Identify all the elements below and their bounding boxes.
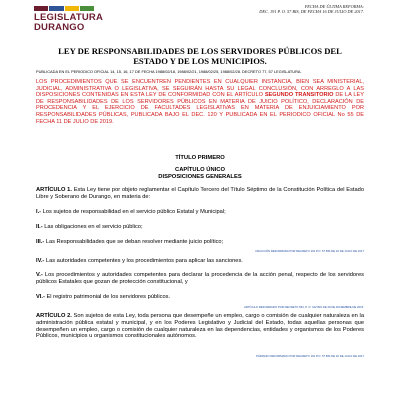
fraction-1-text: Los sujetos de responsabilidad en el servicio público Estatal y Municipal; bbox=[41, 209, 226, 215]
fraction-3 bbox=[36, 239, 364, 246]
transitional-notice-text: LOS PROCEDIMIENTOS QUE SE ENCUENTREN PENDIENTES EN CUALQUIER INSTANCIA, BIEN SEA MINISTERIAL, JUDICIAL, ADMINISTRATIVA O LEGISLATIVA, SE SEGUIRÁN HASTA SU LEGAL CONCLUSIÓN, CON ARREGLO A LAS DISPOSICIONES CONTENIDAS EN ESTA LEY DE CONFORMIDAD CON EL ARTÍCULO bbox=[36, 79, 364, 99]
titulo-heading: TÍTULO PRIMERO bbox=[175, 155, 225, 161]
fraction-2 bbox=[36, 224, 364, 231]
fraction-1 bbox=[36, 209, 364, 216]
transitional-notice-text-end: DE LA LEY DE RESPONSABILIDADES DE LOS SERVIDORES PÚBLICOS EN MATERIA DE JUICIO POLÍTICO, DECLARACIÓN DE PROCEDENCIA Y EL EJERCICIO DE FACULTADES LEGISLATIVAS EN MATERIA DE ENJUICIAMIENTO POR RESPONSABILIDADES PÚBLICAS, PUBLICADA BAJO EL DEC. 120 Y PUBLICADA EN EL PERIODICO OFICIAL No 55 DE FECHA 11 DE JULIO DE 2019. bbox=[36, 92, 364, 125]
last-reform-decree: DEC. 191 P. O. 57 BIS, DE FECHA 16 DE JULIO DE 2017. bbox=[259, 9, 364, 15]
article-1-label: ARTÍCULO 1. bbox=[36, 187, 72, 193]
transitional-notice bbox=[36, 79, 364, 125]
logo-color-bar bbox=[34, 6, 94, 11]
article-2-reform-note: PÁRRAFO REFORMADO POR DECRETO 191 P.O. 57 BIS DE 16 DE JULIO DE 2017 bbox=[256, 354, 364, 358]
fraction-1-label: I.- bbox=[36, 209, 42, 215]
fraction-4-text: Las autoridades competentes y los procedimientos para aplicar las sanciones. bbox=[44, 258, 243, 264]
logo-text-legislatura: LEGISLATURA bbox=[34, 12, 104, 23]
logo-color-segment bbox=[34, 6, 48, 11]
article-1 bbox=[36, 187, 364, 201]
fraction-6 bbox=[36, 294, 364, 301]
fraction-6-label: VI.- bbox=[36, 294, 45, 300]
fraction-3-reform-note: FRACCIÓN REFORMADA POR DECRETO 191 P.O. 57 BIS DE 16 DE JULIO DE 2017 bbox=[255, 249, 364, 253]
fraction-3-label: III.- bbox=[36, 239, 45, 245]
last-reform-label: FECHA DE ÚLTIMA REFORMA: bbox=[304, 4, 364, 9]
publication-info: PUBLICADA EN EL PERIODICO OFICIAL 14, 15, 16, 17 DE FECHA 1988/02/18, 1988/02/21, 1988/02/25, 1988/02/28. DECRETO 77, 57 LEGISLATURA. bbox=[36, 69, 302, 74]
law-title-line1: LEY DE RESPONSABILIDADES DE LOS SERVIDORES PÚBLICOS DEL bbox=[58, 46, 342, 56]
article-2-text: Son sujetos de esta Ley, toda persona que desempeñe un empleo, cargo o comisión de cualquier naturaleza en la administración pública estatal y municipal, y en los Poderes Legislativo y Judicial del Estado, todas aquellas personas que desempeñen un empleo, cargo o comisión de cualquier naturaleza en las dependencias, entidades y organismos de los Poderes Públicos, municipios u organismos constitucionales autónomos. bbox=[36, 313, 364, 340]
law-title bbox=[36, 46, 364, 66]
fraction-5-text: Los procedimientos y autoridades competentes para declarar la procedencia de la acción penal, respecto de los servidores públicos Estatales que gozan de protección constitucional, y bbox=[36, 272, 364, 285]
fraction-5 bbox=[36, 272, 364, 286]
disposiciones-heading: DISPOSICIONES GENERALES bbox=[158, 174, 242, 180]
logo-color-segment bbox=[65, 6, 79, 11]
fraction-5-label: V.- bbox=[36, 272, 43, 278]
article-2-label: ARTÍCULO 2. bbox=[36, 313, 72, 319]
article-2 bbox=[36, 313, 364, 340]
transitional-notice-bold: SEGUNDO TRANSITORIO bbox=[264, 92, 334, 99]
logo-color-segment bbox=[49, 6, 63, 11]
fraction-2-label: II.- bbox=[36, 224, 43, 230]
fraction-3-text: Las Responsabilidades que se deban resolver mediante juicio político; bbox=[44, 239, 224, 245]
article-1-text: Esta Ley tiene por objeto reglamentar el Capítulo Tercero del Título Séptimo de la Constitución Política del Estado Libre y Soberano de Durango, en materia de: bbox=[36, 187, 364, 200]
fraction-2-text: Las obligaciones en el servicio público; bbox=[42, 224, 143, 230]
law-title-line2: ESTADO Y DE LOS MUNICIPIOS. bbox=[133, 56, 267, 66]
article-1-reform-note: ARTÍCULO REFORMADO POR DECRETO 534, P. O. 102 BIS DE 20 DE DICIEMBRE DE 2015. bbox=[244, 305, 364, 309]
fraction-4 bbox=[36, 258, 364, 265]
fraction-4-label: IV.- bbox=[36, 258, 45, 264]
capitulo-heading: CAPÍTULO ÚNICO bbox=[175, 167, 225, 173]
legislatura-logo bbox=[34, 6, 104, 33]
fraction-6-text: El registro patrimonial de los servidores públicos. bbox=[44, 294, 171, 300]
logo-text-durango: DURANGO bbox=[34, 22, 85, 33]
last-reform-note bbox=[204, 4, 364, 14]
logo-color-segment bbox=[80, 6, 94, 11]
